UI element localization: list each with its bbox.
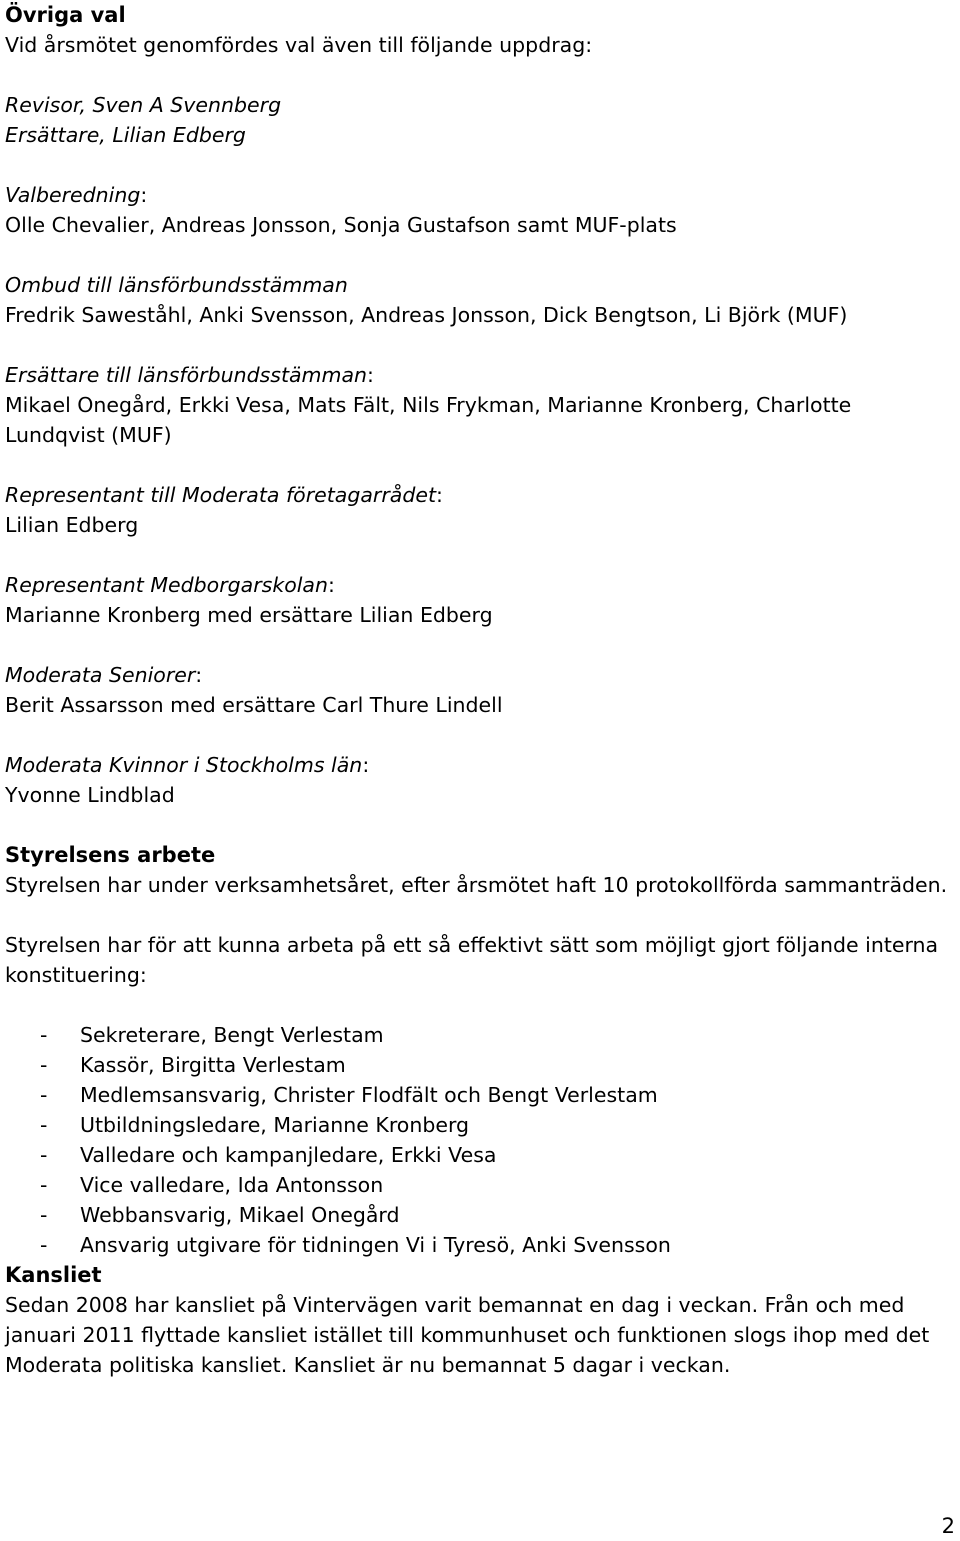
list-item: - Sekreterare, Bengt Verlestam [40, 1023, 384, 1047]
kvinnor-member: Yvonne Lindblad [5, 783, 175, 807]
medborgarskolan-label: Representant Medborgarskolan: [5, 573, 335, 597]
foretagarradet-member: Lilian Edberg [5, 513, 139, 537]
page-number: 2 [941, 1514, 955, 1538]
ersattare-stamman-members: Mikael Onegård, Erkki Vesa, Mats Fält, Nils Frykman, Marianne Kronberg, Charlotte Lundqvist (MUF) [5, 393, 852, 447]
intro-text: Vid årsmötet genomfördes val även till följande uppdrag: [5, 33, 593, 57]
kansliet-line-1: Sedan 2008 har kansliet på Vintervägen varit bemannat en dag i veckan. Från och med [5, 1293, 905, 1317]
styrelsen-paragraph-2-line-2: konstituering: [5, 963, 147, 987]
kvinnor-label: Moderata Kvinnor i Stockholms län: [5, 753, 370, 777]
heading-styrelsens-arbete: Styrelsens arbete [5, 843, 216, 867]
document-page [5, 0, 955, 1380]
styrelsen-paragraph-2-line-1: Styrelsen har för att kunna arbeta på ett så effektivt sätt som möjligt gjort följande interna [5, 933, 939, 957]
ombud-label: Ombud till länsförbundsstämman [5, 273, 348, 297]
ombud-members: Fredrik Saweståhl, Anki Svensson, Andreas Jonsson, Dick Bengtson, Li Björk (MUF) [5, 303, 848, 327]
section-styrelsens-arbete [5, 840, 955, 1260]
kansliet-line-2: januari 2011 flyttade kansliet istället till kommunhuset och funktionen slogs ihop med det [5, 1323, 930, 1347]
revisor-ersattare-line: Ersättare, Lilian Edberg [5, 123, 246, 147]
list-item: - Vice valledare, Ida Antonsson [40, 1173, 384, 1197]
list-item: - Utbildningsledare, Marianne Kronberg [40, 1113, 470, 1137]
styrelsen-paragraph-1: Styrelsen har under verksamhetsåret, efter årsmötet haft 10 protokollförda sammanträden. [5, 873, 948, 897]
revisor-line: Revisor, Sven A Svennberg [5, 93, 282, 117]
medborgarskolan-member: Marianne Kronberg med ersättare Lilian Edberg [5, 603, 493, 627]
role-list [5, 1020, 955, 1260]
kansliet-line-3: Moderata politiska kansliet. Kansliet är nu bemannat 5 dagar i veckan. [5, 1353, 731, 1377]
list-item: - Kassör, Birgitta Verlestam [40, 1053, 346, 1077]
valberedning-members: Olle Chevalier, Andreas Jonsson, Sonja Gustafson samt MUF-plats [5, 213, 677, 237]
seniorer-member: Berit Assarsson med ersättare Carl Thure Lindell [5, 693, 503, 717]
list-item: - Valledare och kampanjledare, Erkki Vesa [40, 1143, 497, 1167]
ersattare-stamman-label: Ersättare till länsförbundsstämman: [5, 363, 374, 387]
section-ovriga-val [5, 0, 955, 840]
section-kansliet [5, 1260, 955, 1380]
list-item: - Webbansvarig, Mikael Onegård [40, 1203, 400, 1227]
heading-ovriga-val: Övriga val [5, 3, 126, 27]
heading-kansliet: Kansliet [5, 1263, 102, 1287]
seniorer-label: Moderata Seniorer: [5, 663, 203, 687]
list-item: - Medlemsansvarig, Christer Flodfält och Bengt Verlestam [40, 1083, 658, 1107]
foretagarradet-label: Representant till Moderata företagarrådet: [5, 483, 443, 507]
list-item: - Ansvarig utgivare för tidningen Vi i Tyresö, Anki Svensson [40, 1233, 671, 1257]
valberedning-label: Valberedning: [5, 183, 148, 207]
